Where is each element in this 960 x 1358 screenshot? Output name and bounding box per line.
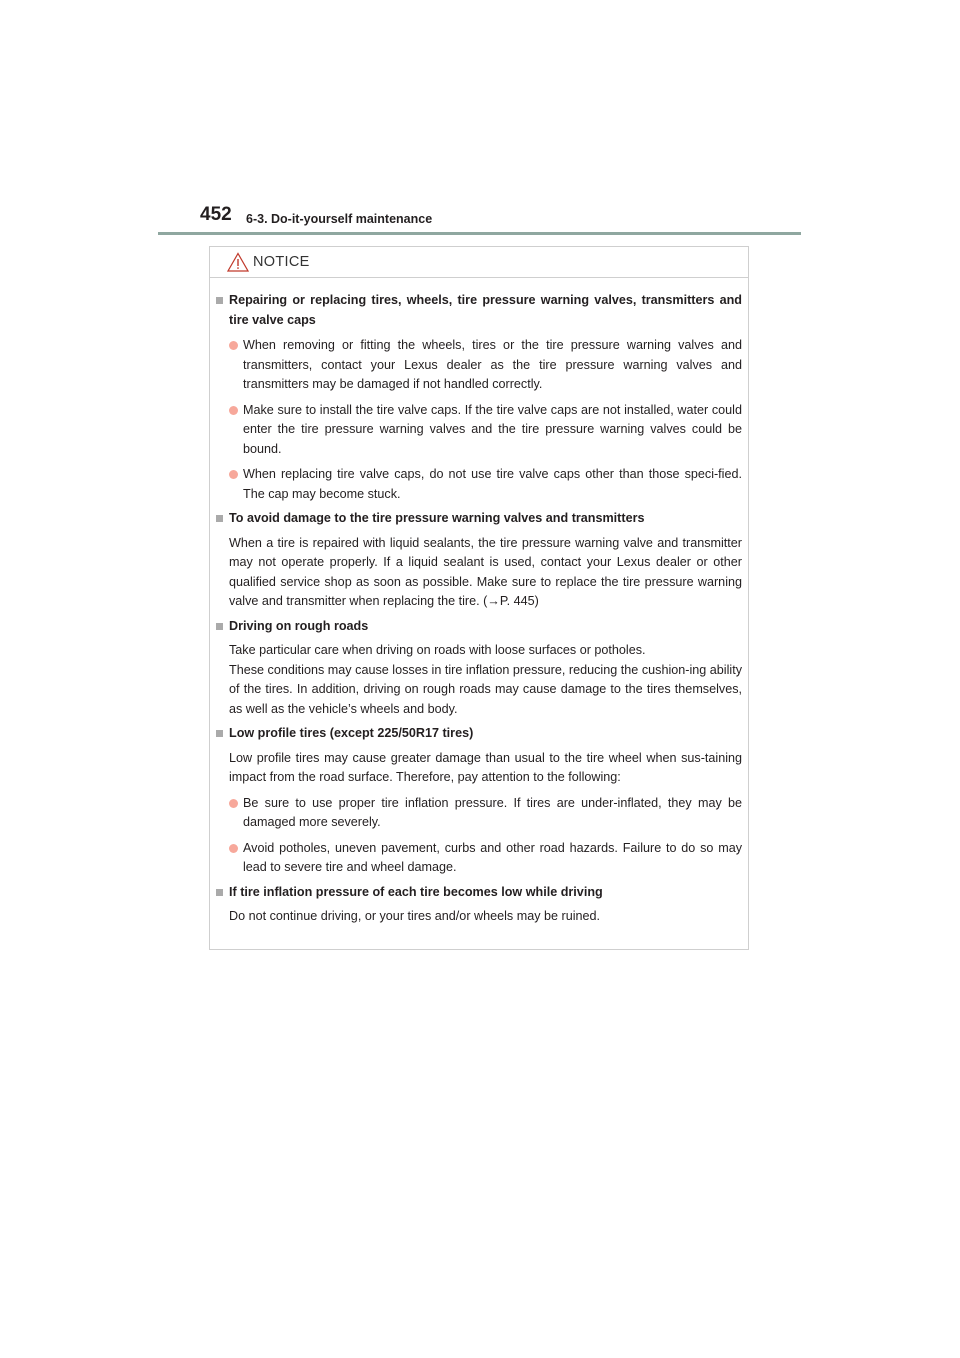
list-item: When removing or fitting the wheels, tires or the tire pressure warning valves and transmitters, contact your Lexus dealer as the tire pressure warning valves and transmitters may be damaged if not handled correctly. bbox=[229, 336, 742, 395]
notice-section-4 bbox=[216, 724, 742, 878]
list-item: When replacing tire valve caps, do not use tire valve caps other than those speci-fied. The cap may become stuck. bbox=[229, 465, 742, 504]
page-header bbox=[158, 200, 801, 236]
square-bullet-icon bbox=[216, 623, 223, 630]
square-bullet-icon bbox=[216, 297, 223, 304]
notice-section-5 bbox=[216, 883, 742, 927]
notice-section-2 bbox=[216, 509, 742, 612]
circle-bullet-icon bbox=[229, 406, 238, 415]
square-bullet-icon bbox=[216, 730, 223, 737]
list-item: Make sure to install the tire valve caps. If the tire valve caps are not installed, water could enter the tire pressure warning valves and the tire pressure warning valves could be bound. bbox=[229, 401, 742, 460]
section-paragraph: Do not continue driving, or your tires and/or wheels may be ruined. bbox=[229, 909, 601, 923]
section-heading: Low profile tires (except 225/50R17 tires) bbox=[216, 724, 742, 744]
section-heading: Repairing or replacing tires, wheels, tire pressure warning valves, transmitters and tire valve caps bbox=[216, 291, 742, 330]
notice-section-1 bbox=[216, 291, 742, 504]
header-rule bbox=[158, 232, 801, 235]
notice-box bbox=[209, 246, 749, 950]
list-item: Be sure to use proper tire inflation pressure. If tires are under-inflated, they may be damaged more severely. bbox=[229, 794, 742, 833]
page-number: 452 bbox=[200, 204, 232, 225]
section-paragraph: Take particular care when driving on roads with loose surfaces or potholes. These conditions may cause losses in tire inflation pressure, reducing the cushion-ing ability of the tires. In addition, driving on rough roads may cause damage to the tires themselves, as well as the vehicle’s wheels and body. bbox=[229, 643, 742, 716]
square-bullet-icon bbox=[216, 889, 223, 896]
square-bullet-icon bbox=[216, 515, 223, 522]
circle-bullet-icon bbox=[229, 799, 238, 808]
notice-title: NOTICE bbox=[253, 254, 310, 270]
section-heading: Driving on rough roads bbox=[216, 617, 742, 637]
warning-triangle-icon bbox=[227, 252, 249, 272]
circle-bullet-icon bbox=[229, 341, 238, 350]
section-paragraph: Low profile tires may cause greater damage than usual to the tire wheel when sus-taining impact from the road surface. Therefore, pay attention to the following: bbox=[229, 750, 742, 784]
section-title: 6-3. Do-it-yourself maintenance bbox=[246, 212, 433, 226]
notice-header bbox=[210, 247, 748, 278]
section-heading: To avoid damage to the tire pressure warning valves and transmitters bbox=[216, 509, 742, 529]
list-item: Avoid potholes, uneven pavement, curbs and other road hazards. Failure to do so may lead to severe tire and wheel damage. bbox=[229, 839, 742, 878]
section-heading: If tire inflation pressure of each tire becomes low while driving bbox=[216, 883, 742, 903]
section-paragraph: When a tire is repaired with liquid sealants, the tire pressure warning valve and transmitter may not operate properly. If a liquid sealant is used, contact your Lexus dealer or other qualified service shop as soon as possible. Make sure to replace the tire pressure warning valve and transmitter when replacing the tire. (→P. 445) bbox=[229, 535, 742, 608]
circle-bullet-icon bbox=[229, 844, 238, 853]
notice-section-3 bbox=[216, 617, 742, 720]
circle-bullet-icon bbox=[229, 470, 238, 479]
notice-content bbox=[210, 278, 748, 927]
